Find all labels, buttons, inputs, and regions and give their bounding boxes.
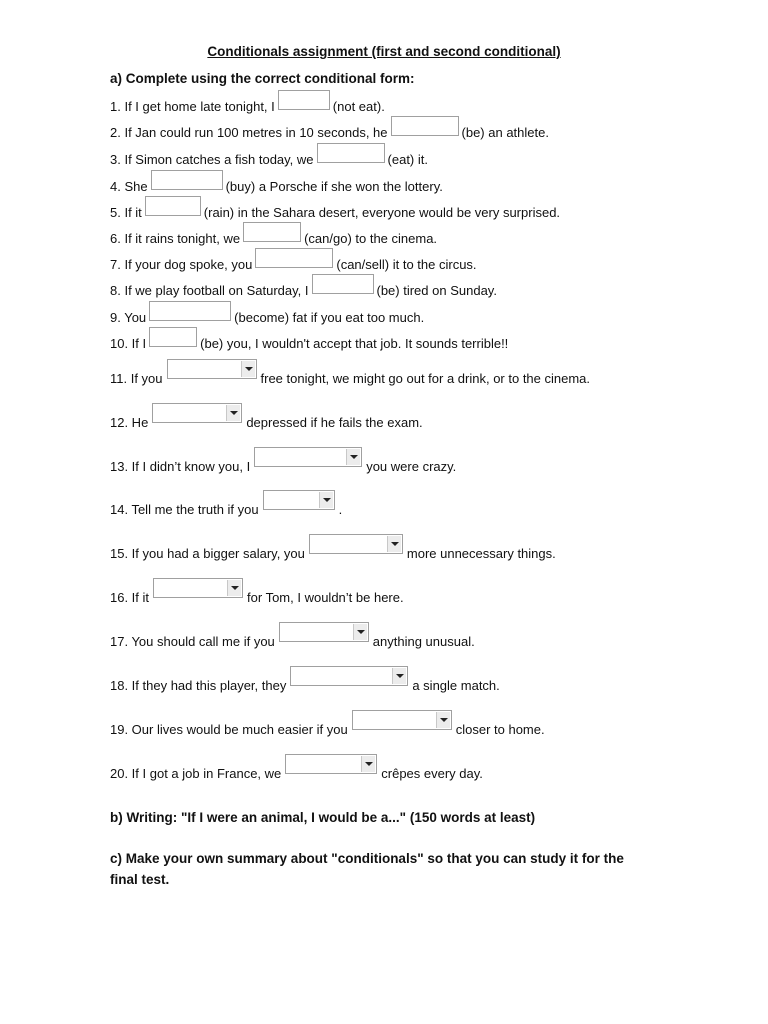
question-8-text: 8. If we play football on Saturday, I	[110, 283, 309, 298]
question-11	[110, 369, 590, 389]
question-1-text: 1. If I get home late tonight, I	[110, 99, 275, 114]
chevron-down-icon[interactable]	[226, 405, 240, 421]
answer-field-3[interactable]	[317, 143, 385, 163]
question-14	[110, 500, 342, 520]
answer-dropdown-14[interactable]	[263, 490, 335, 510]
question-16-after: for Tom, I wouldn’t be here.	[247, 590, 404, 605]
question-4-after: (buy) a Porsche if she won the lottery.	[225, 179, 443, 194]
answer-dropdown-12[interactable]	[152, 403, 242, 423]
question-8	[110, 281, 497, 301]
chevron-down-icon[interactable]	[392, 668, 406, 684]
question-1-after: (not eat).	[332, 99, 385, 114]
question-7-text: 7. If your dog spoke, you	[110, 257, 253, 272]
answer-field-5[interactable]	[145, 196, 201, 216]
question-18-text: 18. If they had this player, they	[110, 678, 287, 693]
chevron-down-icon[interactable]	[353, 624, 367, 640]
question-15-after: more unnecessary things.	[406, 546, 556, 561]
question-4	[110, 177, 443, 197]
question-20	[110, 764, 483, 784]
question-12-after: depressed if he fails the exam.	[246, 415, 423, 430]
question-9	[110, 308, 424, 328]
answer-dropdown-13[interactable]	[254, 447, 362, 467]
chevron-down-icon[interactable]	[361, 756, 375, 772]
question-10	[110, 334, 508, 354]
question-5	[110, 203, 560, 223]
section-a-heading: a) Complete using the correct conditional form:	[110, 71, 415, 86]
question-5-after: (rain) in the Sahara desert, everyone would be very surprised.	[203, 205, 561, 220]
question-18	[110, 676, 500, 696]
question-20-text: 20. If I got a job in France, we	[110, 766, 282, 781]
question-18-after: a single match.	[412, 678, 500, 693]
chevron-down-icon[interactable]	[346, 449, 360, 465]
answer-dropdown-19[interactable]	[352, 710, 452, 730]
answer-field-2[interactable]	[391, 116, 459, 136]
question-3	[110, 150, 428, 170]
question-4-text: 4. She	[110, 179, 148, 194]
question-15	[110, 544, 556, 564]
answer-dropdown-18[interactable]	[290, 666, 408, 686]
answer-dropdown-16[interactable]	[153, 578, 243, 598]
answer-dropdown-15[interactable]	[309, 534, 403, 554]
question-5-text: 5. If it	[110, 205, 142, 220]
question-3-text: 3. If Simon catches a fish today, we	[110, 152, 314, 167]
chevron-down-icon[interactable]	[387, 536, 401, 552]
question-17-after: anything unusual.	[372, 634, 475, 649]
question-6-text: 6. If it rains tonight, we	[110, 231, 241, 246]
answer-dropdown-20[interactable]	[285, 754, 377, 774]
answer-field-10[interactable]	[149, 327, 197, 347]
question-2-after: (be) an athlete.	[461, 125, 549, 140]
question-20-after: crêpes every day.	[381, 766, 483, 781]
chevron-down-icon[interactable]	[227, 580, 241, 596]
chevron-down-icon[interactable]	[241, 361, 255, 377]
answer-field-6[interactable]	[243, 222, 301, 242]
worksheet-title: Conditionals assignment (first and second conditional)	[207, 44, 561, 59]
answer-dropdown-17[interactable]	[279, 622, 369, 642]
question-2	[110, 123, 549, 143]
section-c-heading: c) Make your own summary about "conditionals" so that you can study it for the	[110, 851, 624, 866]
question-17-text: 17. You should call me if you	[110, 634, 275, 649]
question-7	[110, 255, 477, 275]
question-16-text: 16. If it	[110, 590, 150, 605]
question-13	[110, 457, 456, 477]
question-9-after: (become) fat if you eat too much.	[234, 310, 425, 325]
question-10-text: 10. If I	[110, 336, 147, 351]
answer-field-1[interactable]	[278, 90, 330, 110]
question-12-text: 12. He	[110, 415, 149, 430]
question-13-after: you were crazy.	[366, 459, 457, 474]
answer-field-7[interactable]	[255, 248, 333, 268]
question-6-after: (can/go) to the cinema.	[304, 231, 438, 246]
question-11-after: free tonight, we might go out for a drink, or to the cinema.	[260, 371, 591, 386]
question-16	[110, 588, 404, 608]
question-12	[110, 413, 423, 433]
question-19	[110, 720, 545, 740]
question-9-text: 9. You	[110, 310, 147, 325]
question-1	[110, 97, 385, 117]
question-7-after: (can/sell) it to the circus.	[336, 257, 477, 272]
question-17	[110, 632, 475, 652]
chevron-down-icon[interactable]	[436, 712, 450, 728]
answer-dropdown-11[interactable]	[167, 359, 257, 379]
question-2-text: 2. If Jan could run 100 metres in 10 seconds, he	[110, 125, 388, 140]
chevron-down-icon[interactable]	[319, 492, 333, 508]
answer-field-9[interactable]	[149, 301, 231, 321]
question-8-after: (be) tired on Sunday.	[376, 283, 497, 298]
question-10-after: (be) you, I wouldn't accept that job. It sounds terrible!!	[200, 336, 509, 351]
question-14-after: .	[338, 502, 343, 517]
question-19-after: closer to home.	[455, 722, 545, 737]
question-19-text: 19. Our lives would be much easier if you	[110, 722, 348, 737]
section-c-heading-continued: final test.	[110, 872, 170, 887]
question-14-text: 14. Tell me the truth if you	[110, 502, 259, 517]
question-3-after: (eat) it.	[387, 152, 428, 167]
question-13-text: 13. If I didn’t know you, I	[110, 459, 251, 474]
answer-field-4[interactable]	[151, 170, 223, 190]
question-11-text: 11. If you	[110, 371, 163, 386]
answer-field-8[interactable]	[312, 274, 374, 294]
question-6	[110, 229, 437, 249]
question-15-text: 15. If you had a bigger salary, you	[110, 546, 305, 561]
section-b-heading: b) Writing: "If I were an animal, I would be a..." (150 words at least)	[110, 810, 536, 825]
